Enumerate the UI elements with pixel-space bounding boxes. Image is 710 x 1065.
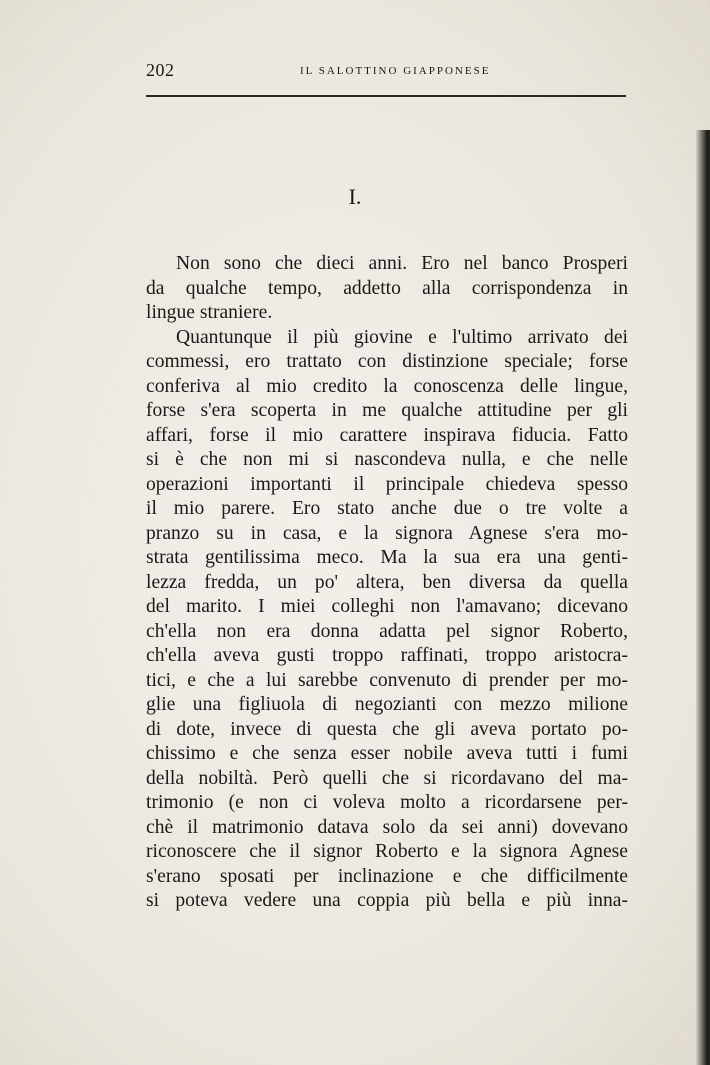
chapter-heading: I. (348, 184, 362, 209)
text-line: riconoscere che il signor Roberto e la signora Agnese (146, 841, 628, 862)
text-line: della nobiltà. Però quelli che si ricordavano del ma- (146, 767, 628, 789)
text-line: commessi, ero trattato con distinzione speciale; forse (146, 351, 628, 372)
header-rule (146, 95, 626, 97)
text-line: da qualche tempo, addetto alla corrispondenza in (146, 277, 628, 299)
page-number: 202 (146, 60, 175, 80)
text-line: trimonio (e non ci voleva molto a ricordarsene per- (146, 792, 628, 813)
text-line: affari, forse il mio carattere inspirava fiducia. Fatto (146, 424, 628, 446)
text-line: glie una figliuola di negozianti con mezzo milione (146, 694, 628, 715)
text-line: del marito. I miei colleghi non l'amavano; dicevano (146, 596, 628, 617)
text-line: pranzo su in casa, e la signora Agnese s'era mo- (146, 522, 628, 544)
text-line: lingue straniere. (146, 302, 273, 323)
text-line: ch'ella aveva gusti troppo raffinati, troppo aristocra- (146, 645, 628, 666)
text-line: operazioni importanti il principale chiedeva spesso (146, 473, 628, 495)
text-line: di dote, invece di questa che gli aveva portato po- (146, 718, 628, 740)
running-title: IL SALOTTINO GIAPPONESE (300, 65, 491, 77)
body-text (146, 252, 628, 914)
book-spine-edge (696, 130, 710, 1065)
text-line: Non sono che dieci anni. Ero nel banco Prosperi (176, 253, 628, 274)
text-line: si poteva vedere una coppia più bella e più inna- (146, 890, 628, 911)
text-line: tici, e che a lui sarebbe convenuto di prender per mo- (146, 669, 628, 691)
text-line: forse s'era scoperta in me qualche attitudine per gli (146, 400, 628, 421)
text-line: s'erano sposati per inclinazione e che difficilmente (146, 865, 628, 887)
page-header (146, 60, 626, 90)
text-line: ch'ella non era donna adatta pel signor Roberto, (146, 620, 628, 642)
text-line: conferiva al mio credito la conoscenza delle lingue, (146, 375, 628, 397)
text-line: chissimo e che senza esser nobile aveva tutti i fumi (146, 743, 628, 764)
text-line: lezza fredda, un po' altera, ben diversa da quella (146, 571, 628, 593)
text-line: strata gentilissima meco. Ma la sua era una genti- (146, 547, 628, 568)
text-line: chè il matrimonio datava solo da sei anni) dovevano (146, 816, 628, 838)
text-line: si è che non mi si nascondeva nulla, e che nelle (146, 449, 628, 470)
text-line: il mio parere. Ero stato anche due o tre volte a (146, 498, 628, 519)
text-line: Quantunque il più giovine e l'ultimo arrivato dei (176, 326, 628, 348)
